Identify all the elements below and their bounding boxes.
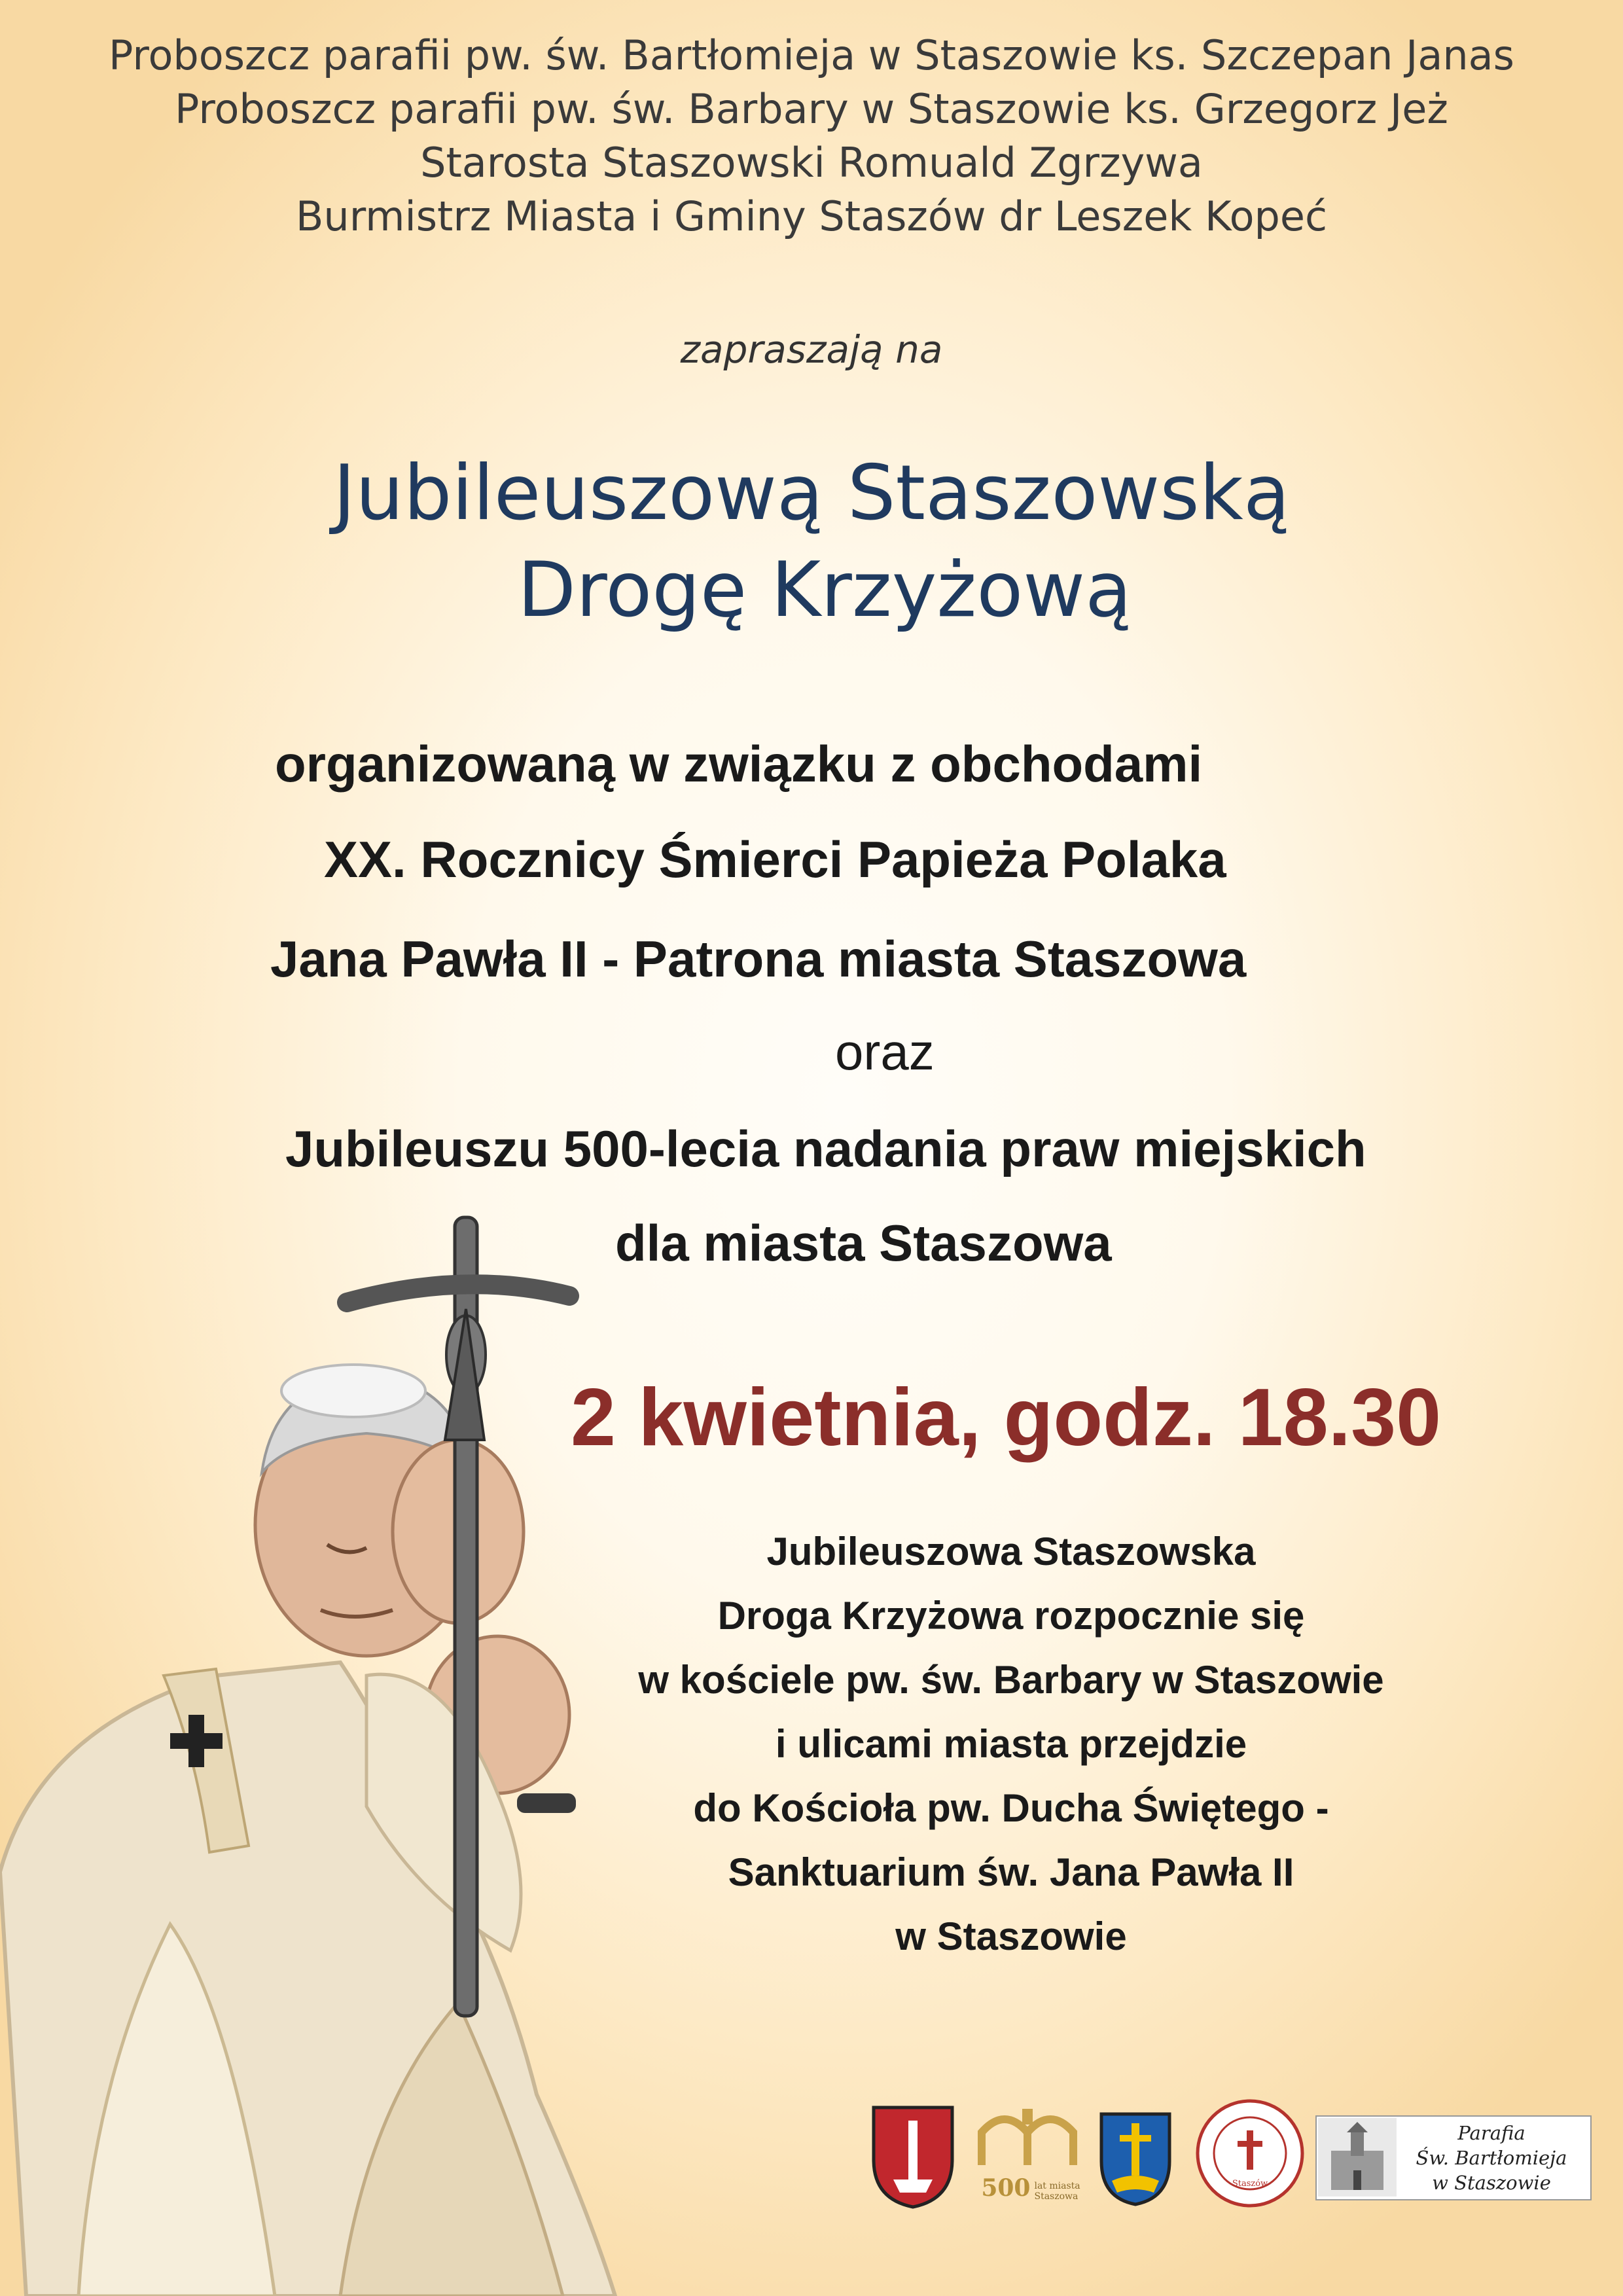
event-title (0, 445, 1623, 639)
parafia-line: Św. Bartłomieja (1416, 2147, 1567, 2169)
jubilee-line-1: Jubileuszu 500-lecia nadania praw miejskich (285, 1120, 1366, 1177)
parafia-label (1394, 2115, 1589, 2198)
jubilee-number: 500 (981, 2174, 1031, 2202)
church-photo-icon (1318, 2118, 1397, 2197)
staszow-coat-of-arms-icon (867, 2101, 959, 2211)
jubilee-line-2: dla miasta Staszowa (615, 1214, 1112, 1272)
organizer-line: Burmistrz Miasta i Gminy Staszów dr Leszek Kopeć (295, 192, 1328, 240)
organizer-line: Proboszcz parafii pw. św. Barbary w Staszowie ks. Grzegorz Jeż (175, 85, 1448, 133)
county-coat-of-arms-icon (1096, 2109, 1175, 2207)
invite-text: zapraszają na (680, 327, 943, 372)
occasion-line-1: organizowaną w związku z obchodami (275, 735, 1203, 793)
barbara-parish-seal-icon (1194, 2098, 1306, 2209)
jubilee-caption: lat miasta (1034, 2181, 1080, 2191)
details-line: Droga Krzyżowa rozpocznie się (717, 1594, 1305, 1638)
jubilee-500-logo (975, 2100, 1086, 2211)
organizers (0, 29, 1623, 243)
parafia-line: Parafia (1457, 2122, 1525, 2144)
town-arches-icon (975, 2100, 1086, 2172)
seal-town-label: Staszów (1232, 2179, 1268, 2189)
occasion-line-2: XX. Rocznicy Śmierci Papieża Polaka (324, 831, 1226, 888)
details-line: w kościele pw. św. Barbary w Staszowie (638, 1658, 1384, 1702)
details-line: Jubileuszowa Staszowska (766, 1530, 1256, 1573)
organizer-line: Proboszcz parafii pw. św. Bartłomieja w Staszowie ks. Szczepan Janas (109, 31, 1514, 79)
oraz-text: oraz (835, 1023, 935, 1081)
title-line: Drogę Krzyżową (517, 546, 1132, 634)
parafia-line: w Staszowie (1432, 2172, 1551, 2194)
details-line: do Kościoła pw. Ducha Świętego - (693, 1786, 1329, 1830)
organizer-line: Starosta Staszowski Romuald Zgrzywa (420, 139, 1203, 187)
jubilee-caption: Staszowa (1034, 2191, 1079, 2202)
details-line: w Staszowie (895, 1914, 1127, 1958)
details-line: i ulicami miasta przejdzie (775, 1722, 1247, 1766)
details-line: Sanktuarium św. Jana Pawła II (728, 1850, 1294, 1894)
occasion-line-3: Jana Pawła II - Patrona miasta Staszowa (270, 930, 1247, 988)
event-details (586, 1520, 1436, 1969)
title-line: Jubileuszową Staszowską (333, 449, 1290, 537)
event-date: 2 kwietnia, godz. 18.30 (571, 1372, 1442, 1463)
